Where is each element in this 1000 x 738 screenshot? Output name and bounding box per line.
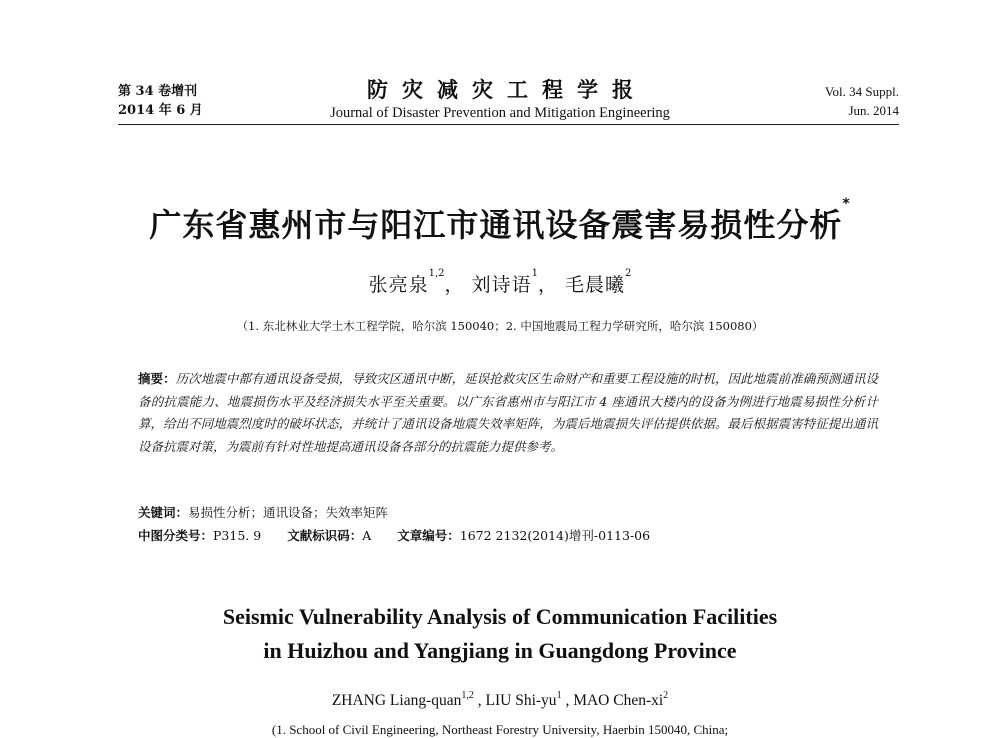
author-cn-sep: ， — [537, 274, 558, 296]
article-no-label: 文章编号： — [397, 528, 460, 543]
doc-code-value: A — [362, 528, 372, 543]
clc-label: 中图分类号： — [138, 528, 214, 543]
author-cn-name: 刘诗语 — [471, 274, 532, 296]
author-en-name: LIU Shi-yu — [485, 692, 557, 709]
header-date-en: Jun. 2014 — [848, 103, 899, 118]
classification-line — [138, 526, 650, 544]
author-en-sep: , — [561, 692, 574, 709]
author-en-sep: , — [473, 692, 486, 709]
keywords-line — [138, 503, 388, 521]
abstract-label: 摘要： — [138, 371, 176, 386]
paper-title-en-line1: Seismic Vulnerability Analysis of Communication Facilities — [222, 604, 778, 629]
author-cn-name: 张亮泉 — [368, 274, 429, 296]
journal-name-en: Journal of Disaster Prevention and Mitigation Engineering — [330, 105, 670, 121]
author-en-name: ZHANG Liang-quan — [331, 692, 462, 709]
paper-title-cn — [0, 196, 1000, 246]
authors-en — [0, 692, 1000, 710]
title-footnote-mark: * — [842, 196, 851, 212]
article-no-value: 1672 2132(2014)增刊-0113-06 — [459, 528, 651, 543]
keywords-text: 易损性分析；通讯设备；失效率矩阵 — [188, 505, 389, 520]
header-date-cn: 2014 年 6 月 — [118, 103, 203, 118]
header-volume-en: Vol. 34 Suppl. — [824, 84, 899, 99]
author-cn-sep: ， — [444, 274, 465, 296]
clc-value: P315. 9 — [213, 528, 262, 543]
author-cn-sup: 1,2 — [428, 268, 445, 279]
affiliation-en: (1. School of Civil Engineering, Northeast Forestry University, Haerbin 150040, China; — [271, 722, 729, 737]
abstract-cn — [138, 368, 878, 458]
author-cn-sup: 2 — [625, 268, 632, 279]
authors-cn — [0, 270, 1000, 297]
author-en-name: MAO Chen-xi — [573, 692, 664, 709]
paper-title-en — [0, 600, 1000, 668]
header-volume-block — [118, 82, 203, 120]
paper-title-en-line2: in Huizhou and Yangjiang in Guangdong Province — [263, 638, 737, 663]
paper-title-cn-text: 广东省惠州市与阳江市通讯设备震害易损性分析 — [149, 206, 843, 244]
journal-name-cn: 防灾减灾工程学报 — [367, 77, 647, 102]
header-volume-cn: 第 34 卷增刊 — [118, 84, 198, 99]
abstract-text: 历次地震中都有通讯设备受损，导致灾区通讯中断，延误抢救灾区生命财产和重要工程设施的时机，因此地震前准确预测通讯设备的抗震能力、地震损伤水平及经济损失水平至关重要。以广东省惠州市与阳江市 4 座通讯大楼内的设备为例进行地震易损性分析计算，给出不同地震烈度时的破坏状态，并统计了通讯设备地震失效率矩阵，为震后地震损失评估提供依据。最后根据震害特征提出通讯设备抗震对策，为震前有针对性地提高通讯设备各部分的抗震能力提供参考。 — [138, 371, 878, 454]
doc-code-label: 文献标识码： — [287, 528, 363, 543]
author-en-sup: 2 — [663, 690, 669, 701]
affiliation-cn: （1. 东北林业大学土木工程学院，哈尔滨 150040；2. 中国地震局工程力学研究所，哈尔滨 150080） — [236, 319, 764, 333]
header-journal-block — [250, 76, 750, 123]
author-cn-name: 毛晨曦 — [565, 274, 626, 296]
author-en-sup: 1 — [556, 690, 562, 701]
author-cn-sup: 1 — [531, 268, 538, 279]
keywords-label: 关键词： — [138, 505, 189, 520]
author-en-sup: 1,2 — [461, 690, 474, 701]
header-volume-en-block — [825, 82, 899, 120]
header-rule — [118, 124, 899, 125]
